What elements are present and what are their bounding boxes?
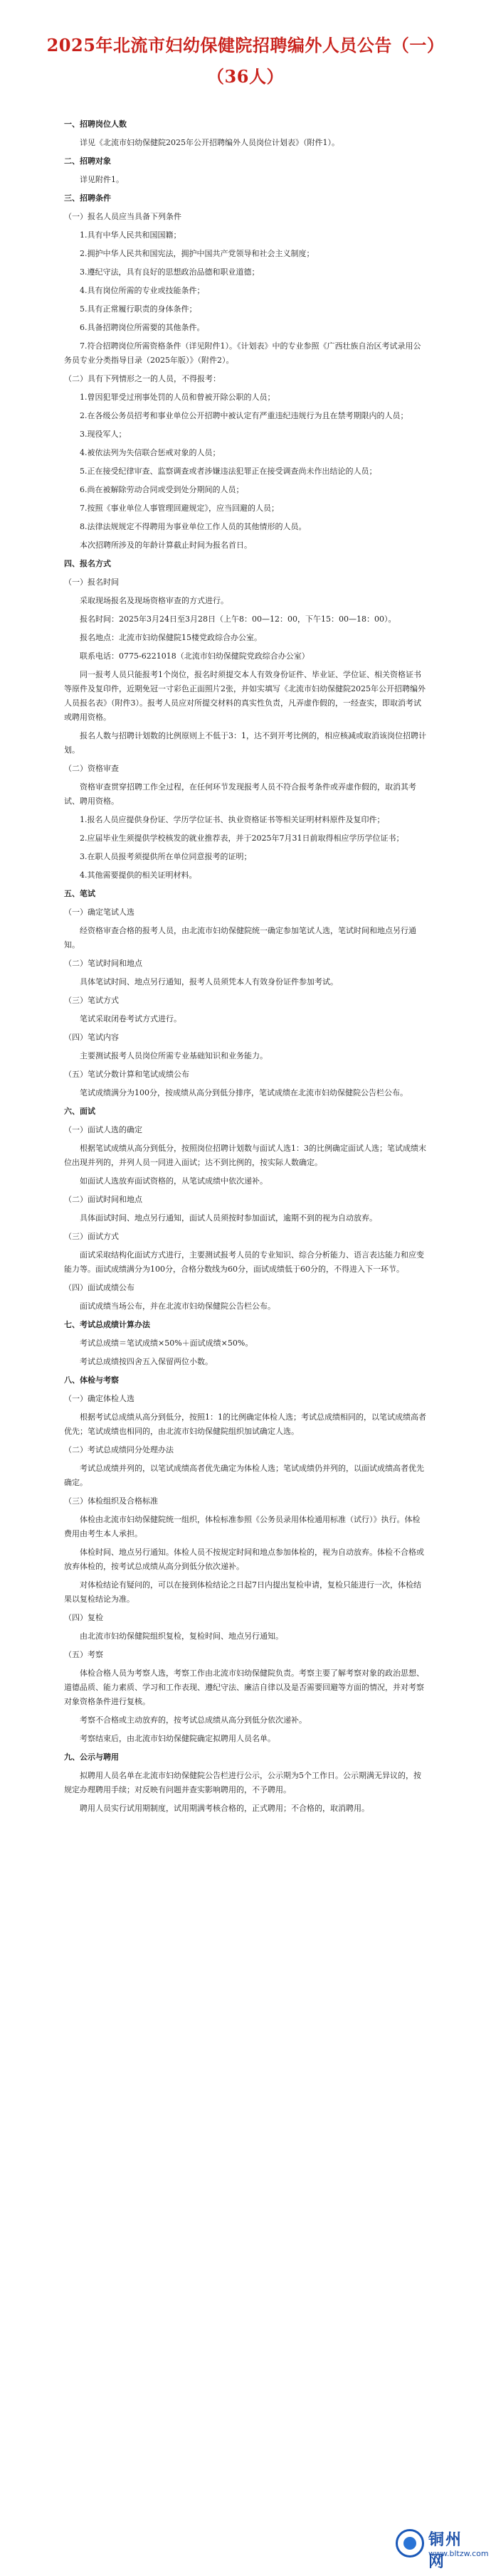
paragraph: 考察结束后，由北流市妇幼保健院确定拟聘用人员名单。 bbox=[80, 1734, 275, 1743]
paragraph: 4.具有岗位所需的专业或技能条件； bbox=[80, 286, 205, 295]
paragraph: 根据笔试成绩从高分到低分，按照岗位招聘计划数与面试人选1：3的比例确定面试人选；笔试成绩末位出现并列的，并列人员一同进入面试；达不到比例的，按实际人数确定。 bbox=[64, 1144, 426, 1167]
subsection-heading: （二）笔试时间和地点 bbox=[64, 959, 142, 968]
paragraph: 报名时间：2025年3月24日至3月28日（上午8：00—12：00，下午15：00—18：00）。 bbox=[80, 614, 396, 624]
paragraph: 采取现场报名及现场资格审查的方式进行。 bbox=[80, 596, 228, 605]
paragraph: 考试总成绩按四舍五入保留两位小数。 bbox=[80, 1357, 213, 1366]
paragraph: 8.法律法规规定不得聘用为事业单位工作人员的其他情形的人员。 bbox=[80, 522, 307, 531]
site-watermark-logo bbox=[394, 2526, 489, 2571]
paragraph: 4.其他需要提供的相关证明材料。 bbox=[80, 871, 197, 880]
paragraph: 3.现役军人； bbox=[80, 430, 127, 439]
paragraph: 详见《北流市妇幼保健院2025年公开招聘编外人员岗位计划表》（附件1）。 bbox=[80, 138, 339, 147]
paragraph: 体检由北流市妇幼保健院统一组织，体检标准参照《公务员录用体检通用标准（试行）》执行。体检费用由考生本人承担。 bbox=[64, 1515, 421, 1538]
paragraph: 联系电话：0775-6221018（北流市妇幼保健院党政综合办公室） bbox=[80, 651, 310, 661]
paragraph: 笔试成绩满分为100分，按成绩从高分到低分排序，笔试成绩在北流市妇幼保健院公告栏公布。 bbox=[80, 1088, 408, 1097]
paragraph: 如面试人选放弃面试资格的，从笔试成绩中依次递补。 bbox=[80, 1176, 268, 1186]
paragraph: 面试采取结构化面试方式进行，主要测试报考人员的专业知识、综合分析能力、语言表达能力和应变能力等。面试成绩满分为100分，合格分数线为60分，面试成绩低于60分的，不得进入下一环节。 bbox=[64, 1250, 424, 1274]
section-heading: 八、体检与考察 bbox=[64, 1375, 119, 1385]
subsection-heading: （三）笔试方式 bbox=[64, 996, 119, 1005]
logo-name: 铜州网 bbox=[428, 2531, 463, 2571]
paragraph: 具体面试时间、地点另行通知，面试人员须按时参加面试，逾期不到的视为自动放弃。 bbox=[80, 1213, 377, 1223]
paragraph: 6.具备招聘岗位所需要的其他条件。 bbox=[80, 323, 205, 332]
subsection-heading: （四）复检 bbox=[64, 1613, 103, 1622]
paragraph: 报名人数与招聘计划数的比例原则上不低于3：1，达不到开考比例的，相应核减或取消该岗位招聘计划。 bbox=[64, 731, 426, 755]
paragraph: 资格审查贯穿招聘工作全过程，在任何环节发现报考人员不符合报考条件或弄虚作假的，取消其考试、聘用资格。 bbox=[64, 782, 416, 806]
section-heading: 五、笔试 bbox=[64, 889, 95, 898]
subsection-heading: （二）具有下列情形之一的人员，不得报考： bbox=[64, 374, 221, 383]
subsection-heading: （四）笔试内容 bbox=[64, 1033, 119, 1042]
paragraph: 4.被依法列为失信联合惩戒对象的人员； bbox=[80, 448, 221, 457]
paragraph: 5.具有正常履行职责的身体条件； bbox=[80, 304, 197, 314]
section-heading: 三、招聘条件 bbox=[64, 193, 111, 203]
paragraph: 体检合格人员为考察人选，考察工作由北流市妇幼保健院负责。考察主要了解考察对象的政治思想、道德品质、能力素质、学习和工作表现、遵纪守法、廉洁自律以及是否需要回避等方面的情况，并对考察对象资格条件进行复核。 bbox=[64, 1668, 424, 1706]
paragraph: 主要测试报考人员岗位所需专业基础知识和业务能力。 bbox=[80, 1051, 268, 1060]
section-heading: 一、招聘岗位人数 bbox=[64, 119, 127, 129]
paragraph: 7.符合招聘岗位所需资格条件（详见附件1）。《计划表》中的专业参照《广西壮族自治区考试录用公务员专业分类指导目录（2025年版）》（附件2）。 bbox=[64, 341, 421, 365]
subsection-heading: （三）面试方式 bbox=[64, 1232, 119, 1241]
subsection-heading: （一）报名时间 bbox=[64, 578, 119, 587]
paragraph: 2.拥护中华人民共和国宪法，拥护中国共产党领导和社会主义制度； bbox=[80, 249, 315, 258]
logo-url: www.bltzw.com bbox=[428, 2549, 489, 2558]
paragraph: 详见附件1。 bbox=[80, 175, 124, 184]
paragraph: 报名地点：北流市妇幼保健院15楼党政综合办公室。 bbox=[80, 633, 262, 642]
subsection-heading: （一）面试人选的确定 bbox=[64, 1125, 142, 1134]
paragraph: 5.正在接受纪律审查、监察调查或者涉嫌违法犯罪正在接受调查尚未作出结论的人员； bbox=[80, 467, 377, 476]
subsection-heading: （一）报名人员应当具备下列条件 bbox=[64, 212, 181, 221]
section-heading: 七、考试总成绩计算办法 bbox=[64, 1320, 150, 1329]
paragraph: 2.应届毕业生须提供学校核发的就业推荐表，并于2025年7月31日前取得相应学历学位证书； bbox=[80, 834, 404, 843]
paragraph: 同一报考人员只能报考1个岗位，报名时须提交本人有效身份证件、毕业证、学位证、相关资格证书等原件及复印件，近期免冠一寸彩色正面照片2张，并如实填写《北流市妇幼保健院2025年公开招聘编外人员报名表》（附件3）。报考人员应对所提交材料的真实性负责，凡弄虚作假的，一经查实，即取消考试或聘用资格。 bbox=[64, 670, 426, 722]
subsection-heading: （三）体检组织及合格标准 bbox=[64, 1496, 158, 1506]
paragraph: 拟聘用人员名单在北流市妇幼保健院公告栏进行公示，公示期为5个工作日。公示期满无异议的，按规定办理聘用手续；对反映有问题并查实影响聘用的，不予聘用。 bbox=[64, 1771, 421, 1794]
subsection-heading: （二）资格审查 bbox=[64, 764, 119, 773]
paragraph: 1.报名人员应提供身份证、学历学位证书、执业资格证书等相关证明材料原件及复印件； bbox=[80, 815, 385, 824]
paragraph: 经资格审查合格的报考人员，由北流市妇幼保健院统一确定参加笔试人选，笔试时间和地点另行通知。 bbox=[64, 926, 416, 949]
paragraph: 2.在各级公务员招考和事业单位公开招聘中被认定有严重违纪违规行为且在禁考期限内的人员； bbox=[80, 411, 408, 420]
subsection-heading: （四）面试成绩公布 bbox=[64, 1283, 134, 1292]
title-line-1: 2025年北流市妇幼保健院招聘编外人员公告（一） bbox=[46, 35, 445, 55]
paragraph: 考试总成绩并列的，以笔试成绩高者优先确定为体检人选；笔试成绩仍并列的，以面试成绩高者优先确定。 bbox=[64, 1464, 424, 1487]
subsection-heading: （五）考察 bbox=[64, 1650, 103, 1659]
section-heading: 九、公示与聘用 bbox=[64, 1752, 119, 1762]
paragraph: 笔试采取闭卷考试方式进行。 bbox=[80, 1014, 181, 1023]
section-heading: 二、招聘对象 bbox=[64, 156, 111, 166]
paragraph: 1.曾因犯罪受过刑事处罚的人员和曾被开除公职的人员； bbox=[80, 393, 275, 402]
paragraph: 1.具有中华人民共和国国籍； bbox=[80, 230, 181, 240]
paragraph: 3.遵纪守法，具有良好的思想政治品德和职业道德； bbox=[80, 267, 260, 277]
subsection-heading: （一）确定体检人选 bbox=[64, 1394, 134, 1403]
logo-emblem-icon bbox=[396, 2529, 424, 2558]
section-heading: 六、面试 bbox=[64, 1107, 95, 1116]
paragraph: 体检时间、地点另行通知。体检人员不按规定时间和地点参加体检的，视为自动放弃。体检不合格或放弃体检的，按考试总成绩从高分到低分依次递补。 bbox=[64, 1548, 424, 1571]
paragraph: 对体检结论有疑问的，可以在接到体检结论之日起7日内提出复检申请，复检只能进行一次，体检结果以复检结论为准。 bbox=[64, 1580, 421, 1604]
announcement-body bbox=[64, 117, 427, 1820]
paragraph: 考察不合格或主动放弃的，按考试总成绩从高分到低分依次递补。 bbox=[80, 1715, 307, 1725]
paragraph: 聘用人员实行试用期制度，试用期满考核合格的，正式聘用；不合格的，取消聘用。 bbox=[80, 1804, 369, 1813]
paragraph: 本次招聘所涉及的年龄计算截止时间为报名首日。 bbox=[80, 541, 252, 550]
paragraph: 3.在职人员报考须提供所在单位同意报考的证明； bbox=[80, 852, 252, 861]
paragraph: 具体笔试时间、地点另行通知，报考人员须凭本人有效身份证件参加考试。 bbox=[80, 977, 338, 986]
paragraph: 6.尚在被解除劳动合同或受到处分期间的人员； bbox=[80, 485, 244, 494]
section-heading: 四、报名方式 bbox=[64, 559, 111, 568]
paragraph: 考试总成绩＝笔试成绩×50%＋面试成绩×50%。 bbox=[80, 1338, 253, 1348]
paragraph: 面试成绩当场公布，并在北流市妇幼保健院公告栏公布。 bbox=[80, 1302, 275, 1311]
subsection-heading: （一）确定笔试人选 bbox=[64, 908, 134, 917]
subsection-heading: （五）笔试分数计算和笔试成绩公布 bbox=[64, 1070, 189, 1079]
paragraph: 由北流市妇幼保健院组织复检，复检时间、地点另行通知。 bbox=[80, 1632, 283, 1641]
subsection-heading: （二）面试时间和地点 bbox=[64, 1195, 142, 1204]
paragraph: 根据考试总成绩从高分到低分，按照1：1的比例确定体检人选；考试总成绩相同的，以笔试成绩高者优先；笔试成绩也相同的，由北流市妇幼保健院组织加试确定人选。 bbox=[64, 1412, 426, 1436]
paragraph: 7.按照《事业单位人事管理回避规定》，应当回避的人员； bbox=[80, 504, 279, 513]
page-title bbox=[0, 0, 491, 92]
subsection-heading: （二）考试总成绩同分处理办法 bbox=[64, 1445, 174, 1454]
title-line-2: （36人） bbox=[207, 66, 284, 87]
